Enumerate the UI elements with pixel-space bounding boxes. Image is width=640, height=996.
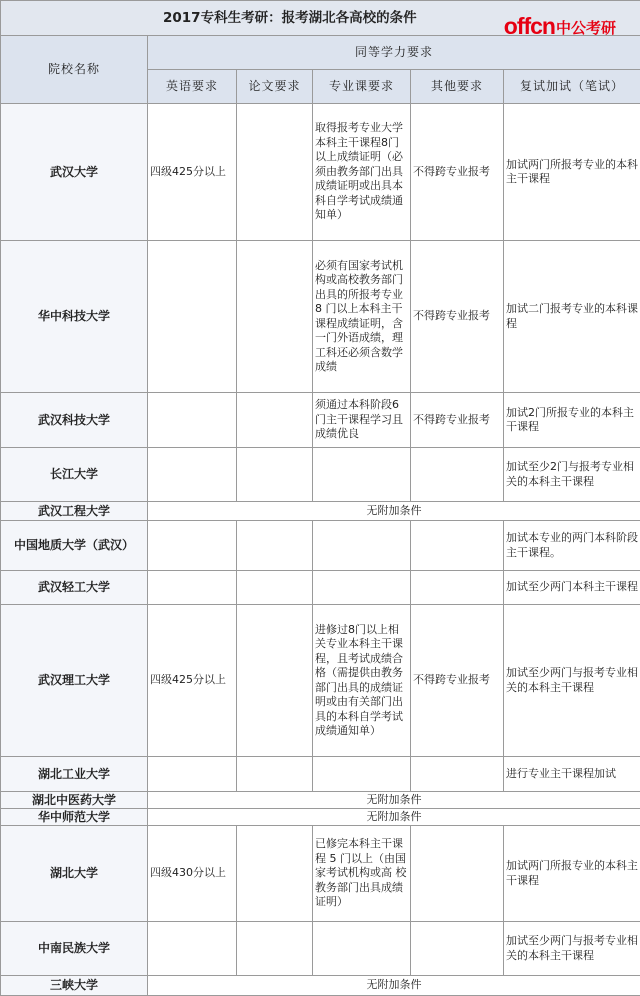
- major-requirement-cell: 必须有国家考试机 构或高校教务部门出具的所报考专业 8 门以上本科主干课程成绩证明，含一门外语成绩，理 工科还必须含数学成绩: [313, 241, 411, 393]
- retest-requirement-cell: 加试本专业的两门本科阶段主干课程。: [504, 521, 640, 571]
- other-requirement-cell: [411, 826, 504, 922]
- other-requirement-cell: 不得跨专业报考: [411, 393, 504, 448]
- school-name: 湖北大学: [1, 826, 148, 922]
- other-requirement-cell: 不得跨专业报考: [411, 104, 504, 241]
- english-requirement-cell: 四级430分以上: [148, 826, 237, 922]
- other-requirement-cell: [411, 571, 504, 605]
- major-requirement-cell: [313, 521, 411, 571]
- major-requirement-cell: [313, 922, 411, 976]
- school-name: 武汉轻工大学: [1, 571, 148, 605]
- english-column-header: 英语要求: [148, 70, 237, 104]
- english-requirement-cell: [148, 571, 237, 605]
- retest-requirement-cell: 加试至少两门与报考专业相关的本科主干课程: [504, 922, 640, 976]
- school-name: 华中科技大学: [1, 241, 148, 393]
- thesis-requirement-cell: [237, 104, 313, 241]
- table-row: [1, 605, 640, 757]
- school-name: 三峡大学: [1, 976, 148, 996]
- table-row: [1, 809, 640, 826]
- english-requirement-cell: 四级425分以上: [148, 605, 237, 757]
- table-row: [1, 521, 640, 571]
- table-row: [1, 792, 640, 809]
- header-row-main: [1, 36, 640, 70]
- school-name: 长江大学: [1, 448, 148, 502]
- retest-requirement-cell: 加试两门所报考专业的本科主干课程: [504, 104, 640, 241]
- retest-requirement-cell: 加试至少两门本科主干课程: [504, 571, 640, 605]
- table-row: [1, 571, 640, 605]
- english-requirement-cell: 四级425分以上: [148, 104, 237, 241]
- english-requirement-cell: [148, 757, 237, 792]
- no-extra-conditions-cell: 无附加条件: [148, 502, 640, 521]
- other-column-header: 其他要求: [411, 70, 504, 104]
- school-name: 武汉大学: [1, 104, 148, 241]
- english-requirement-cell: [148, 922, 237, 976]
- retest-requirement-cell: 加试二门报考专业的本科课程: [504, 241, 640, 393]
- major-column-header: 专业课要求: [313, 70, 411, 104]
- school-name: 华中师范大学: [1, 809, 148, 826]
- school-name: 武汉科技大学: [1, 393, 148, 448]
- table-row: [1, 241, 640, 393]
- other-requirement-cell: [411, 521, 504, 571]
- major-requirement-cell: 进修过8门以上相关专业本科主干课程，且考试成绩合格（需提供由教务部门出具的成绩证明或由有关部门出具的本科自学考试成绩通知单）: [313, 605, 411, 757]
- major-requirement-cell: 取得报考专业大学本科主干课程8门以上成绩证明（必须由教务部门出具成绩证明或出具本科自学考试成绩通知单）: [313, 104, 411, 241]
- page-title: 2017专科生考研：报考湖北各高校的条件: [1, 1, 640, 36]
- thesis-requirement-cell: [237, 521, 313, 571]
- major-requirement-cell: [313, 757, 411, 792]
- thesis-requirement-cell: [237, 826, 313, 922]
- retest-column-header: 复试加试（笔试）: [504, 70, 640, 104]
- thesis-requirement-cell: [237, 922, 313, 976]
- retest-requirement-cell: 加试两门所报专业的本科主干课程: [504, 826, 640, 922]
- thesis-requirement-cell: [237, 241, 313, 393]
- retest-requirement-cell: 加试2门所报专业的本科主干课程: [504, 393, 640, 448]
- thesis-requirement-cell: [237, 757, 313, 792]
- offcn-logo: [504, 10, 616, 38]
- school-name: 湖北工业大学: [1, 757, 148, 792]
- major-requirement-cell: 已修完本科主干课程 5 门以上（由国家考试机构或高 校教务部门出具成绩证明）: [313, 826, 411, 922]
- english-requirement-cell: [148, 393, 237, 448]
- retest-requirement-cell: 加试至少两门与报考专业相关的本科主干课程: [504, 605, 640, 757]
- school-name: 中南民族大学: [1, 922, 148, 976]
- thesis-requirement-cell: [237, 605, 313, 757]
- school-name: 中国地质大学（武汉）: [1, 521, 148, 571]
- equivalent-requirements-header: 同等学力要求: [148, 36, 640, 70]
- school-name: 武汉工程大学: [1, 502, 148, 521]
- table-row: [1, 826, 640, 922]
- table-row: [1, 757, 640, 792]
- no-extra-conditions-cell: 无附加条件: [148, 792, 640, 809]
- english-requirement-cell: [148, 448, 237, 502]
- school-column-header: 院校名称: [1, 36, 148, 104]
- other-requirement-cell: [411, 448, 504, 502]
- logo-chinese-text: 中公考研: [556, 18, 616, 38]
- major-requirement-cell: [313, 448, 411, 502]
- thesis-requirement-cell: [237, 448, 313, 502]
- other-requirement-cell: [411, 757, 504, 792]
- english-requirement-cell: [148, 241, 237, 393]
- thesis-column-header: 论文要求: [237, 70, 313, 104]
- no-extra-conditions-cell: 无附加条件: [148, 809, 640, 826]
- other-requirement-cell: 不得跨专业报考: [411, 241, 504, 393]
- major-requirement-cell: 须通过本科阶段6门主干课程学习且成绩优良: [313, 393, 411, 448]
- table-row: [1, 448, 640, 502]
- major-requirement-cell: [313, 571, 411, 605]
- table-row: [1, 922, 640, 976]
- thesis-requirement-cell: [237, 571, 313, 605]
- thesis-requirement-cell: [237, 393, 313, 448]
- other-requirement-cell: 不得跨专业报考: [411, 605, 504, 757]
- school-name: 武汉理工大学: [1, 605, 148, 757]
- table-row: [1, 393, 640, 448]
- table-row: [1, 104, 640, 241]
- no-extra-conditions-cell: 无附加条件: [148, 976, 640, 996]
- logo-latin-text: offcn: [504, 14, 555, 38]
- retest-requirement-cell: 加试至少2门与报考专业相关的本科主干课程: [504, 448, 640, 502]
- other-requirement-cell: [411, 922, 504, 976]
- retest-requirement-cell: 进行专业主干课程加试: [504, 757, 640, 792]
- english-requirement-cell: [148, 521, 237, 571]
- table-row: [1, 502, 640, 521]
- school-name: 湖北中医药大学: [1, 792, 148, 809]
